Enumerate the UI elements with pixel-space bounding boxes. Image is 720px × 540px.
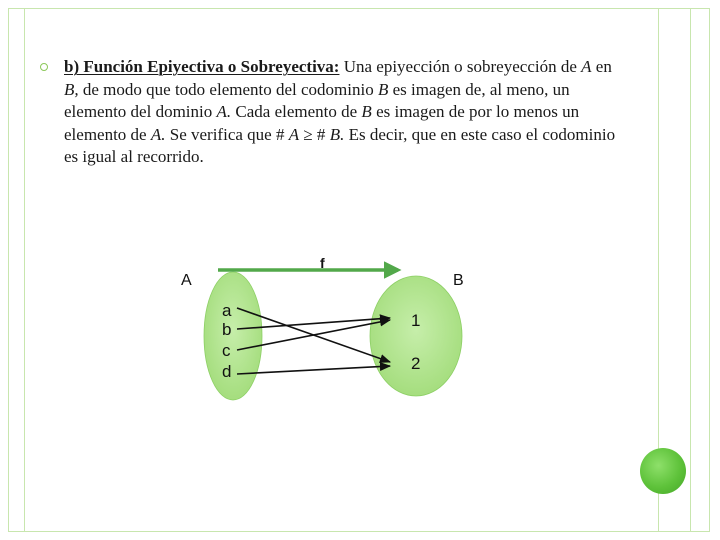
domain-element-a: a: [222, 301, 232, 320]
definition-label: b) Función Epiyectiva o Sobreyectiva:: [64, 57, 340, 76]
text-run: en: [591, 57, 612, 76]
domain-element-c: c: [222, 341, 231, 360]
codomain-label: B: [453, 272, 464, 289]
codomain-ellipse: [370, 276, 462, 396]
text-run: es imagen de por lo menos un elemento de: [64, 102, 580, 144]
domain-ellipse: [204, 272, 262, 400]
set-b: B,: [64, 79, 79, 99]
domain-label: A: [181, 272, 192, 289]
text-run: de modo que todo elemento del codominio: [78, 79, 378, 99]
decorative-green-circle: [640, 448, 686, 494]
set-a: A.: [216, 102, 232, 122]
set-a: A.: [150, 124, 166, 144]
text-run: es imagen de, al meno, un elemento del dominio: [64, 79, 570, 122]
set-b: B.: [329, 124, 345, 144]
codomain-element-2: 2: [411, 354, 421, 373]
function-label: f: [320, 255, 325, 271]
text-run: Es decir, que en este caso el codominio es igual al recorrido.: [64, 124, 616, 167]
domain-element-b: b: [222, 320, 232, 339]
codomain-element-1: 1: [411, 311, 421, 330]
text-run: Se verifica que #: [165, 124, 289, 144]
text-run: ≥ #: [299, 124, 330, 144]
set-b: B: [377, 79, 389, 99]
text-run: Cada elemento de: [231, 102, 362, 122]
map-arrow-d-2: [237, 366, 390, 374]
set-b: B: [361, 102, 372, 122]
domain-element-d: d: [222, 362, 232, 381]
text-run: Una epiyección o sobreyección de: [339, 57, 582, 76]
set-a: A: [581, 57, 592, 76]
set-a: A: [288, 124, 300, 144]
